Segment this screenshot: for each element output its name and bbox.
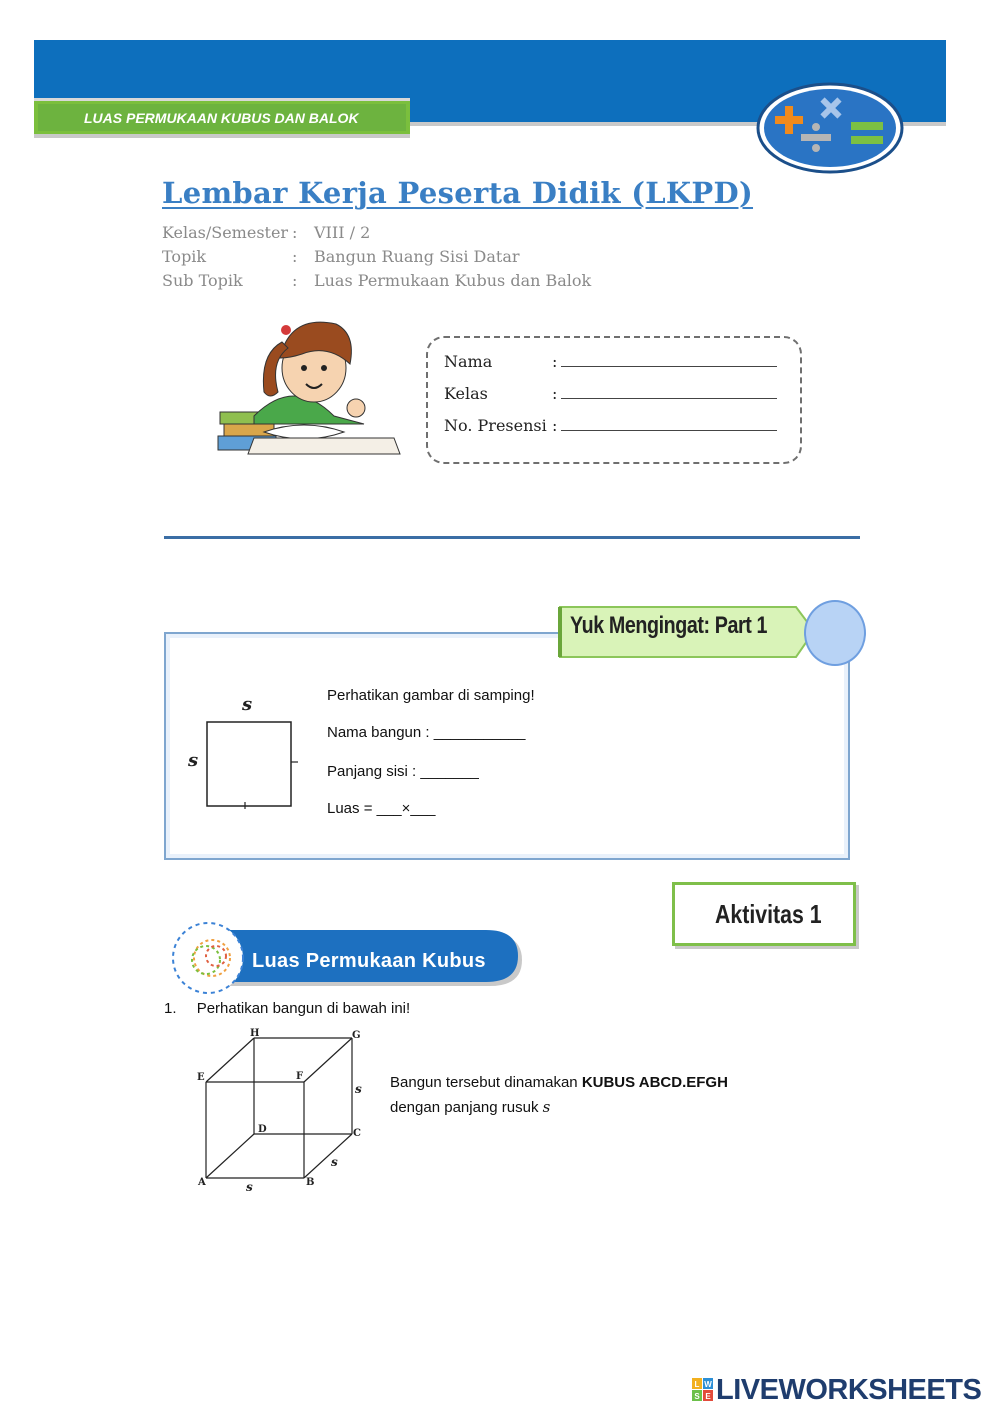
vertex-a: A: [198, 1177, 206, 1188]
vertex-g: G: [352, 1030, 361, 1041]
meta-key: Topik: [162, 247, 207, 266]
vertex-e: E: [197, 1072, 205, 1083]
section-divider: [164, 536, 860, 539]
meta-sep: :: [292, 247, 298, 266]
name-field[interactable]: [444, 352, 777, 371]
vertex-d: D: [258, 1124, 267, 1135]
attendance-number-field[interactable]: [444, 416, 777, 435]
activity-label: Aktivitas 1: [715, 899, 822, 929]
field-sep: :: [552, 384, 558, 403]
question-1: [164, 1000, 410, 1017]
meta-row-topic: [162, 247, 520, 266]
edge-label-cg: s: [355, 1082, 362, 1096]
question-number: 1.: [164, 1000, 177, 1017]
badge-letter-l: L: [694, 1380, 700, 1389]
meta-sep: :: [292, 223, 298, 242]
meta-value: Luas Permukaan Kubus dan Balok: [314, 271, 592, 290]
vertex-b: B: [306, 1177, 315, 1188]
side-length-question[interactable]: Panjang sisi : _______: [327, 763, 479, 780]
field-sep: :: [552, 352, 558, 371]
edge-label-bc: s: [331, 1155, 338, 1169]
edge-variable: s: [542, 1098, 551, 1116]
square-top-label: s: [242, 694, 253, 715]
cube-figure: [190, 1026, 370, 1198]
attendance-input-line[interactable]: [561, 418, 777, 431]
field-sep: :: [552, 416, 558, 435]
liveworksheets-brand[interactable]: LIVEWORKSHEETS: [716, 1374, 982, 1406]
name-input-line[interactable]: [561, 354, 777, 367]
square-left-label: s: [188, 750, 199, 771]
page-title: Lembar Kerja Peserta Didik (LKPD): [162, 176, 754, 210]
student-reading-illustration: [214, 312, 404, 464]
math-operators-icon: [755, 82, 905, 174]
meta-value: VIII / 2: [314, 223, 371, 242]
cube-edge-description: [390, 1098, 550, 1116]
vertex-f: F: [296, 1071, 304, 1082]
desc-line2: dengan panjang rusuk: [390, 1099, 543, 1116]
field-label: Nama: [444, 352, 493, 371]
field-label: No. Presensi: [444, 416, 547, 435]
badge-letter-s: S: [694, 1392, 700, 1401]
meta-sep: :: [292, 271, 298, 290]
class-input-line[interactable]: [561, 386, 777, 399]
desc-prefix: Bangun tersebut dinamakan: [390, 1074, 582, 1091]
activity-badge: [672, 882, 856, 946]
cube-name: KUBUS ABCD.EFGH: [581, 1074, 728, 1091]
meta-row-subtopic: [162, 271, 591, 290]
meta-row-class: [162, 223, 370, 242]
area-question[interactable]: Luas = ___×___: [327, 800, 436, 817]
meta-key: Kelas/Semester: [162, 223, 289, 242]
vertex-c: C: [353, 1128, 361, 1139]
liveworksheets-logo-icon: [692, 1378, 714, 1402]
part1-instruction: Perhatikan gambar di samping!: [327, 687, 535, 704]
meta-key: Sub Topik: [162, 271, 243, 290]
class-field[interactable]: [444, 384, 777, 403]
badge-letter-w: W: [704, 1380, 712, 1389]
field-label: Kelas: [444, 384, 488, 403]
cube-description: [390, 1074, 728, 1091]
edge-label-ab: s: [246, 1180, 253, 1194]
topic-tab-label: LUAS PERMUKAAN KUBUS DAN BALOK: [38, 104, 406, 131]
vertex-h: H: [250, 1028, 260, 1039]
part1-circle: [804, 600, 866, 666]
kubus-banner-label: Luas Permukaan Kubus: [252, 950, 486, 972]
question-text: Perhatikan bangun di bawah ini!: [196, 1000, 411, 1017]
topic-tab: [34, 98, 410, 138]
badge-letter-e: E: [705, 1392, 711, 1401]
shape-name-question[interactable]: Nama bangun : ___________: [327, 724, 526, 741]
meta-value: Bangun Ruang Sisi Datar: [314, 247, 520, 266]
part1-label: Yuk Mengingat: Part 1: [570, 612, 767, 639]
